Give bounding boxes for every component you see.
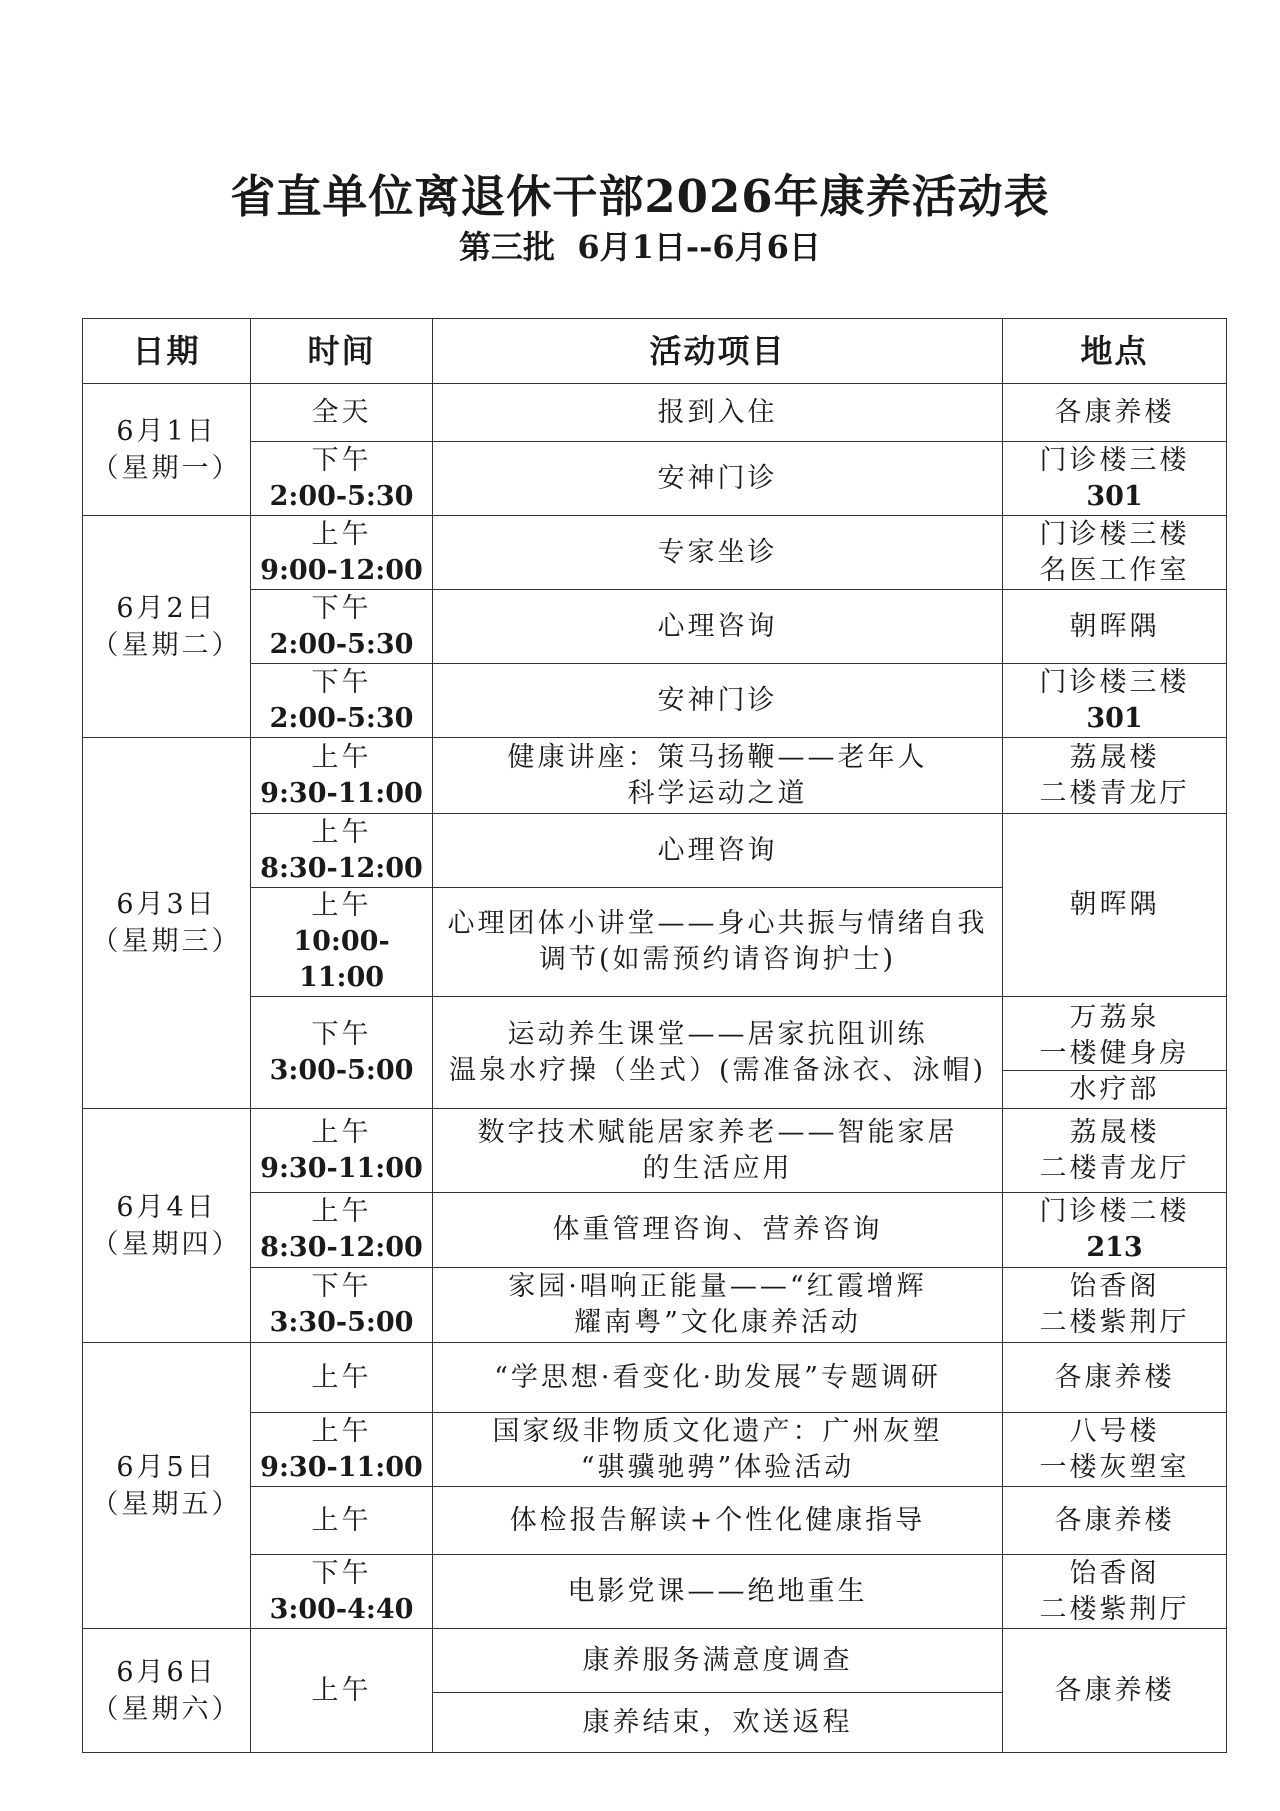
activity-cell [433, 516, 1003, 590]
activity-text: 电影党课——绝地重生 [567, 1575, 868, 1607]
time-range: 9:30-11:00 [260, 1451, 423, 1483]
table-row [83, 738, 1227, 814]
activity-cell [433, 442, 1003, 516]
location-cell [1003, 997, 1227, 1109]
location-text: 各康养楼 [1054, 1361, 1175, 1393]
activity-text: 数字技术赋能居家养老——智能家居 [477, 1116, 958, 1148]
activity-cell [433, 1109, 1003, 1193]
time-range: 3:30-5:00 [269, 1307, 414, 1338]
date-cell [83, 738, 251, 1109]
location-text: 荔晟楼 [1069, 1116, 1160, 1148]
time-period: 下午 [311, 666, 372, 698]
location-cell [1003, 1629, 1227, 1753]
table-row [83, 1555, 1227, 1629]
table-row [83, 1343, 1227, 1413]
table-row [83, 1413, 1227, 1487]
weekday-label: （星期三） [91, 926, 242, 957]
activity-text: 专家坐诊 [657, 536, 778, 568]
time-cell [251, 1268, 433, 1343]
column-header-date: 日期 [83, 319, 251, 384]
location-room: 一楼健身房 [1039, 1037, 1190, 1069]
date-cell [83, 1109, 251, 1343]
date-label: 6月5日 [116, 1451, 217, 1483]
time-period: 上午 [311, 1504, 372, 1536]
table-row [83, 997, 1227, 1109]
page-subtitle: 第三批 6月1日--6月6日 [459, 228, 821, 266]
location-cell [1003, 1193, 1227, 1268]
activity-cell [433, 738, 1003, 814]
location-cell [1003, 516, 1227, 590]
location-text: 门诊楼三楼 [1039, 444, 1190, 476]
time-period: 上午 [311, 518, 372, 550]
activity-text: 安神门诊 [657, 684, 778, 716]
time-period: 上午 [311, 1415, 372, 1447]
time-cell [251, 814, 433, 888]
activity-text: 报到入住 [657, 396, 778, 428]
location-cell [1003, 1413, 1227, 1487]
page-title: 省直单位离退休干部2026年康养活动表 [230, 170, 1050, 223]
time-period: 上午 [311, 890, 372, 921]
time-period: 全天 [311, 396, 372, 428]
location-room: 301 [1086, 702, 1143, 734]
location-text: 荔晟楼 [1069, 741, 1160, 773]
activity-cell [433, 1268, 1003, 1343]
activity-text: 康养服务满意度调查 [582, 1644, 853, 1676]
time-range: 9:30-11:00 [260, 1152, 423, 1184]
table-row [83, 442, 1227, 516]
activity-cell [433, 997, 1003, 1109]
time-range: 3:00-4:40 [269, 1593, 414, 1625]
date-cell [83, 1343, 251, 1629]
location-text: 门诊楼三楼 [1039, 666, 1190, 698]
column-header-activity: 活动项目 [433, 319, 1003, 384]
activity-text: 康养结束，欢送返程 [582, 1706, 853, 1738]
time-period: 下午 [311, 444, 372, 476]
schedule-table [82, 318, 1227, 1753]
time-cell [251, 1555, 433, 1629]
location-text: 八号楼 [1069, 1415, 1160, 1447]
date-cell [83, 1629, 251, 1753]
time-cell [251, 516, 433, 590]
time-range: 8:30-12:00 [260, 1232, 423, 1263]
activity-text: 心理团体小讲堂——身心共振与情绪自我 [447, 908, 988, 939]
location-text: 各康养楼 [1054, 1504, 1175, 1536]
time-cell [251, 1629, 433, 1753]
weekday-label: （星期四） [91, 1228, 242, 1260]
activity-text: 心理咨询 [657, 610, 778, 642]
table-row [83, 814, 1227, 888]
time-range: 9:00-12:00 [260, 554, 423, 586]
location-text: 饴香阁 [1069, 1557, 1160, 1589]
time-cell [251, 888, 433, 997]
time-cell [251, 1487, 433, 1555]
activity-text: 温泉水疗操（坐式）(需准备泳衣、泳帽) [448, 1054, 987, 1086]
location-cell [1003, 384, 1227, 442]
location-cell [1003, 442, 1227, 516]
time-range: 8:30-12:00 [260, 852, 423, 884]
activity-text: 国家级非物质文化遗产：广州灰塑 [492, 1415, 943, 1447]
activity-text: 耀南粤”文化康养活动 [574, 1307, 861, 1338]
table-row [83, 1109, 1227, 1193]
activity-cell [433, 590, 1003, 664]
time-period: 上午 [311, 1674, 372, 1706]
activity-cell [433, 1487, 1003, 1555]
activity-text: 心理咨询 [657, 834, 778, 866]
location-room: 二楼青龙厅 [1039, 777, 1190, 809]
table-row [83, 1629, 1227, 1693]
location-cell [1003, 1555, 1227, 1629]
time-cell [251, 664, 433, 738]
date-label: 6月6日 [116, 1656, 217, 1688]
date-cell [83, 384, 251, 516]
weekday-label: （星期一） [91, 452, 242, 484]
table-row [83, 384, 1227, 442]
activity-text: 体检报告解读+个性化健康指导 [509, 1504, 926, 1536]
location-cell [1003, 1268, 1227, 1343]
location-cell [1003, 1343, 1227, 1413]
location-room: 二楼紫荆厅 [1039, 1593, 1190, 1625]
activity-cell [433, 814, 1003, 888]
location-cell [1003, 1109, 1227, 1193]
time-range: 2:00-5:30 [269, 480, 414, 512]
location-text: 饴香阁 [1069, 1271, 1160, 1302]
location-text: 水疗部 [1003, 1070, 1226, 1108]
activity-cell [433, 384, 1003, 442]
table-row [83, 516, 1227, 590]
time-cell [251, 997, 433, 1109]
table-row [83, 664, 1227, 738]
time-cell [251, 738, 433, 814]
location-cell [1003, 738, 1227, 814]
location-text: 门诊楼二楼 [1039, 1196, 1190, 1227]
time-cell [251, 442, 433, 516]
location-cell [1003, 590, 1227, 664]
column-header-location: 地点 [1003, 319, 1227, 384]
activity-cell [433, 1343, 1003, 1413]
time-cell [251, 384, 433, 442]
activity-text: 科学运动之道 [627, 777, 808, 809]
table-row [83, 1487, 1227, 1555]
activity-cell [433, 1629, 1003, 1693]
time-cell [251, 1343, 433, 1413]
time-range: 10:00-11:00 [293, 926, 390, 993]
activity-text: 健康讲座：策马扬鞭——老年人 [507, 741, 928, 773]
time-period: 上午 [311, 816, 372, 848]
location-text: 万荔泉 [1069, 1001, 1160, 1033]
activity-text: 安神门诊 [657, 462, 778, 494]
table-row [83, 1268, 1227, 1343]
date-label: 6月3日 [116, 889, 217, 920]
table-row [83, 590, 1227, 664]
activity-text: 体重管理咨询、营养咨询 [552, 1214, 883, 1245]
activity-cell [433, 1693, 1003, 1753]
time-period: 上午 [311, 1196, 372, 1227]
time-period: 下午 [311, 1271, 372, 1302]
location-room: 213 [1086, 1232, 1143, 1263]
time-period: 上午 [311, 741, 372, 773]
location-text: 朝晖隅 [1069, 889, 1160, 920]
column-header-time: 时间 [251, 319, 433, 384]
location-text: 门诊楼三楼 [1039, 518, 1190, 550]
location-room: 二楼青龙厅 [1039, 1152, 1190, 1184]
date-label: 6月4日 [116, 1191, 217, 1223]
activity-cell [433, 664, 1003, 738]
location-text: 各康养楼 [1054, 396, 1175, 428]
time-period: 下午 [311, 1018, 372, 1050]
time-period: 下午 [311, 1557, 372, 1589]
table-row [83, 1193, 1227, 1268]
time-range: 3:00-5:00 [269, 1054, 414, 1086]
weekday-label: （星期五） [91, 1488, 242, 1520]
time-cell [251, 1413, 433, 1487]
activity-text: 运动养生课堂——居家抗阻训练 [507, 1018, 928, 1050]
time-period: 上午 [311, 1116, 372, 1148]
location-room: 名医工作室 [1039, 554, 1190, 586]
activity-cell [433, 1555, 1003, 1629]
weekday-label: （星期六） [91, 1693, 242, 1725]
time-range: 2:00-5:30 [269, 628, 414, 660]
time-range: 9:30-11:00 [260, 777, 423, 809]
time-cell [251, 590, 433, 664]
activity-text: “骐骥驰骋”体验活动 [580, 1451, 855, 1483]
location-cell [1003, 1487, 1227, 1555]
time-cell [251, 1109, 433, 1193]
table-header-row [83, 319, 1227, 384]
location-room: 一楼灰塑室 [1039, 1451, 1190, 1483]
date-cell [83, 516, 251, 738]
time-period: 上午 [311, 1361, 372, 1393]
activity-cell [433, 1193, 1003, 1268]
activity-text: “学思想·看变化·助发展”专题调研 [494, 1361, 941, 1393]
activity-text: 家园·唱响正能量——“红霞增辉 [508, 1271, 927, 1302]
location-text: 各康养楼 [1054, 1674, 1175, 1706]
time-period: 下午 [311, 592, 372, 624]
weekday-label: （星期二） [91, 629, 242, 661]
activity-cell [433, 888, 1003, 997]
activity-cell [433, 1413, 1003, 1487]
time-cell [251, 1193, 433, 1268]
activity-text: 的生活应用 [642, 1152, 793, 1184]
location-room: 二楼紫荆厅 [1039, 1307, 1190, 1338]
location-cell [1003, 814, 1227, 997]
date-label: 6月2日 [116, 592, 217, 624]
location-cell [1003, 664, 1227, 738]
activity-text: 调节(如需预约请咨询护士) [538, 944, 897, 975]
location-split-top [1003, 998, 1226, 1070]
location-room: 301 [1086, 480, 1143, 512]
time-range: 2:00-5:30 [269, 702, 414, 734]
date-label: 6月1日 [116, 415, 217, 447]
location-text: 朝晖隅 [1069, 610, 1160, 642]
